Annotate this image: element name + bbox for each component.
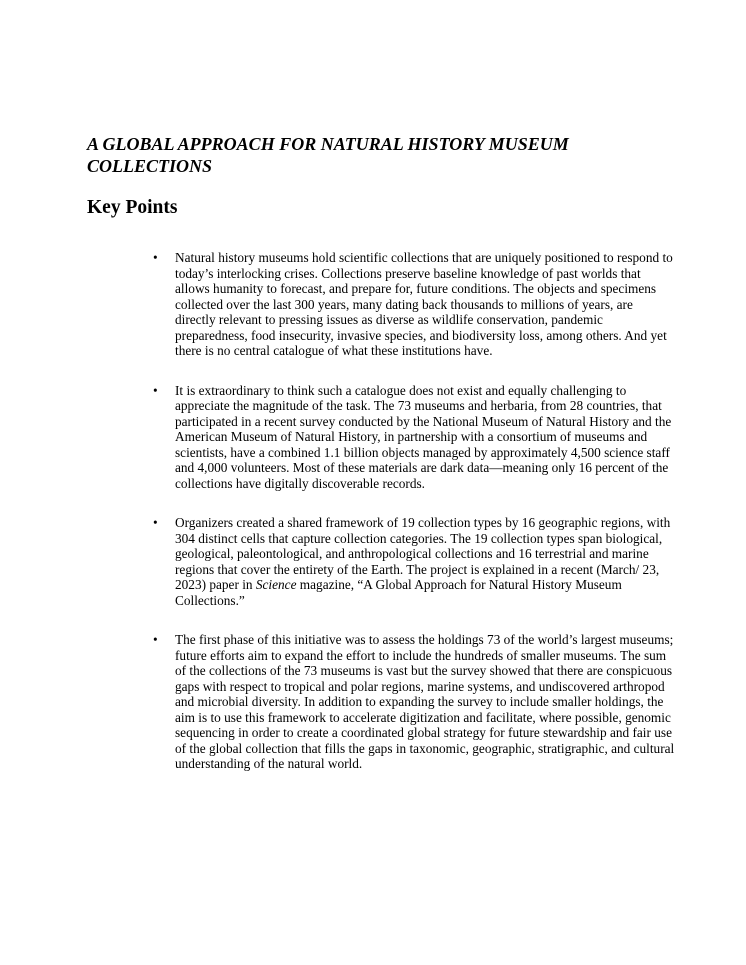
key-point-2-text: • It is extraordinary to think such a catalogue does not exist and equally challenging to appreciate the magnitude of the task. The 73 museums and herbaria, from 28 countries, that participated in a recent survey conducted by the National Museum of Natural History and the American Museum of Natural History, in partnership with a consortium of museums and scientists, have a combined 1.1 billion objects managed by approximately 4,500 science staff and 4,000 volunteers. Most of these materials are dark data—meaning only 16 percent of the collections have digitally discoverable records. <box>175 382 672 491</box>
key-point-3 <box>175 515 675 608</box>
key-point-1-text: • Natural history museums hold scientific collections that are uniquely positioned to respond to today’s interlocking crises. Collections preserve baseline knowledge of past worlds that allows humanity to forecast, and prepare for, future conditions. The objects and specimens collected over the last 300 years, many dating back thousands to millions of years, are directly relevant to pressing issues as diverse as wildlife conservation, pandemic preparedness, food insecurity, invasive species, and biodiversity loss, among others. And yet there is no central catalogue of what these institutions have. <box>175 250 673 358</box>
key-point-3-journal-name: Science <box>255 577 297 592</box>
key-point-3-text-before: Organizers created a shared framework of 19 collection types by 16 geographic regions, with 304 distinct cells that capture collection categories. The 19 collection types span biological, geological, paleontological, and anthropological collections and 16 terrestrial and marine regions that cover the entirety of the Earth. The project is explained in a recent (March/ 23, 2023) paper in <box>175 515 671 592</box>
key-point-4 <box>175 632 675 772</box>
key-point-3-text <box>175 515 675 608</box>
key-point-3-text-after: magazine, “A Global Approach for Natural History Museum Collections.” <box>175 577 622 608</box>
section-heading-key-points: Key Points <box>87 197 178 218</box>
key-point-2 <box>175 383 675 492</box>
key-points-list <box>175 250 675 796</box>
key-point-4-text: • The first phase of this initiative was to assess the holdings 73 of the world’s largest museums; future efforts aim to expand the effort to include the hundreds of smaller museums. The sum of the collections of the 73 museums is vast but the survey showed that there are conspicuous gaps with respect to tropical and polar regions, marine systems, and undiscovered arthropod and microbial diversity. In addition to expanding the survey to include smaller holdings, the aim is to use this framework to accelerate digitization and facilitate, where possible, genomic sequencing in order to create a coordinated global strategy for future stewardship and fair use of the global collection that fills the gaps in taxonomic, geographic, stratigraphic, and cultural understanding of the natural world. <box>175 632 675 771</box>
key-point-1 <box>175 250 675 359</box>
document-title: A GLOBAL APPROACH FOR NATURAL HISTORY MUSEUM COLLECTIONS <box>87 134 569 176</box>
